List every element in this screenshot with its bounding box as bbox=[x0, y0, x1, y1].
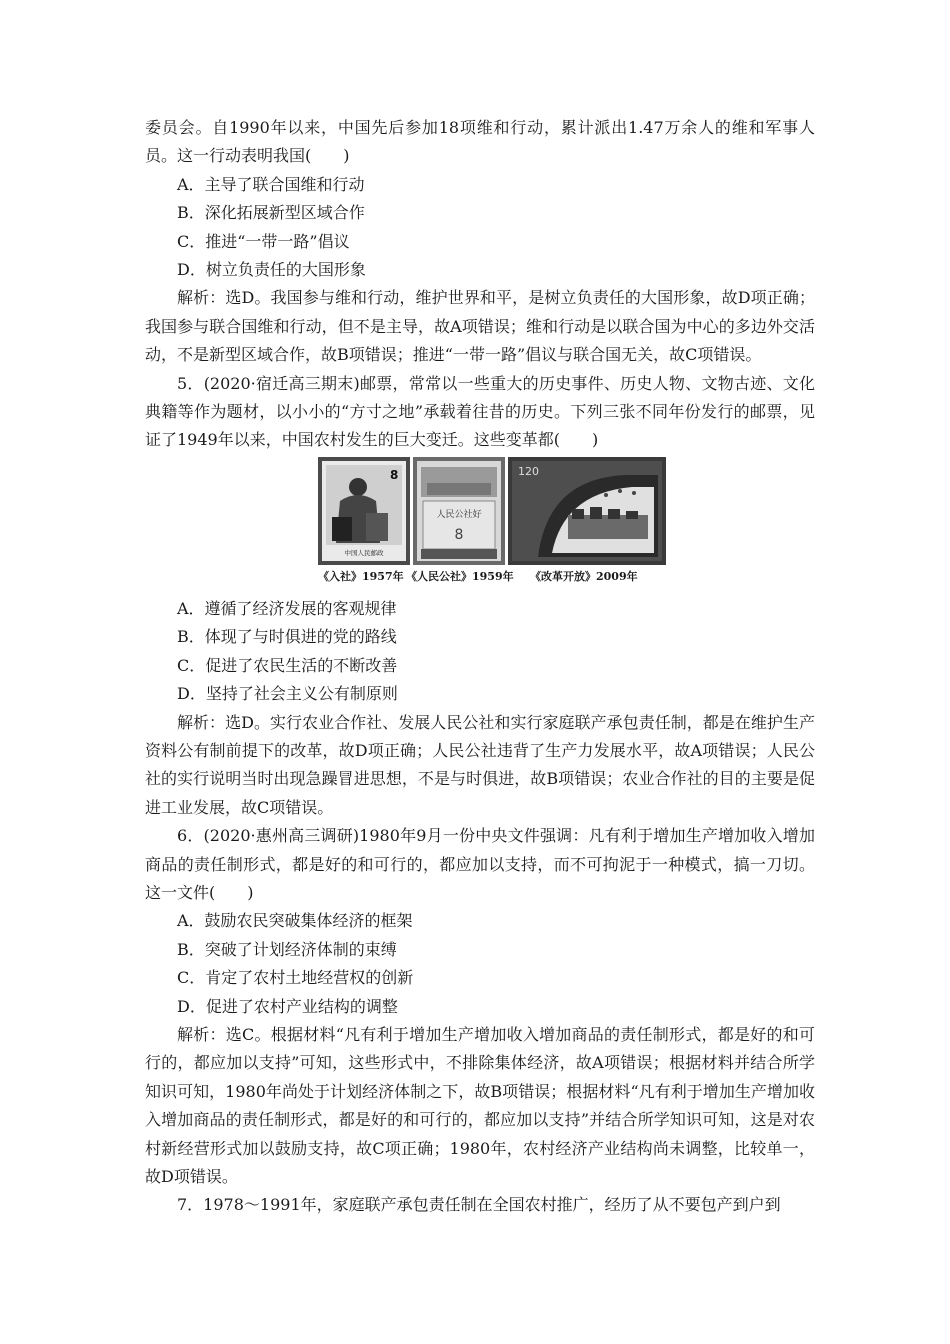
stamp-renmin-gongshe bbox=[413, 457, 505, 565]
q4-analysis: 解析：选D。我国参与维和行动，维护世界和平，是树立负责任的大国形象，故D项正确；我国参与联合国维和行动，但不是主导，故A项错误；维和行动是以联合国为中心的多边外交活动，不是新型区域合作，故B项错误；推进“一带一路”倡议与联合国无关，故C项错误。 bbox=[145, 288, 815, 365]
q4-option-c: C．推进“一带一路”倡议 bbox=[177, 231, 350, 251]
caption-gaige-kaifang: 《改革开放》2009年 bbox=[530, 569, 638, 583]
q6-analysis: 解析：选C。根据材料“凡有利于增加生产增加收入增加商品的责任制形式，都是好的和可行的，都应加以支持”可知，这些形式中，不排除集体经济，故A项错误；根据材料并结合所学知识可知，1980年尚处于计划经济体制之下，故B项错误；根据材料“凡有利于增加生产增加收入增加商品的责任制形式，都是好的和可行的，都应加以支持”并结合所学知识可知，这是对农村新经营形式加以鼓励支持，故C项正确；1980年，农村经济产业结构尚未调整，比较单一，故D项错误。 bbox=[145, 1024, 815, 1186]
question-4-stem-tail: 委员会。自1990年以来，中国先后参加18项维和行动，累计派出1.47万余人的维和军事人员。这一行动表明我国( ) bbox=[145, 118, 815, 166]
q5-option-a: A．遵循了经济发展的客观规律 bbox=[177, 598, 397, 618]
stamp-rushe bbox=[318, 457, 410, 565]
question-6-stem: 6．(2020·惠州高三调研)1980年9月一份中央文件强调：凡有利于增加生产增加收入增加商品的责任制形式，都是好的和可行的，都应加以支持，而不可拘泥于一种模式，搞一刀切。这一文件( ) bbox=[145, 826, 815, 902]
caption-renmin-gongshe: 《人民公社》1959年 bbox=[406, 569, 514, 583]
stamp2-value: 8 bbox=[454, 526, 464, 543]
question-7-stem: 7．1978～1991年，家庭联产承包责任制在全国农村推广，经历了从不要包产到户到 bbox=[177, 1195, 781, 1215]
stamp1-value: 8 bbox=[390, 467, 399, 482]
question-5-stem: 5．(2020·宿迁高三期末)邮票，常常以一些重大的历史事件、历史人物、文物古迹、文化典籍等作为题材，以小小的“方寸之地”承载着往昔的历史。下列三张不同年份发行的邮票，见证了1949年以来，中国农村发生的巨大变迁。这些变革都( ) bbox=[145, 373, 815, 450]
caption-rushe: 《入社》1957年 bbox=[318, 569, 404, 583]
stamp-gaige-kaifang bbox=[508, 457, 666, 565]
page-content bbox=[145, 114, 815, 1220]
stamps-image bbox=[318, 457, 666, 565]
q4-option-a: A．主导了联合国维和行动 bbox=[177, 174, 365, 194]
q6-option-c: C．肯定了农村土地经营权的创新 bbox=[177, 968, 414, 988]
q4-option-b: B．深化拓展新型区域合作 bbox=[177, 203, 365, 223]
q5-option-c: C．促进了农民生活的不断改善 bbox=[177, 655, 398, 675]
stamp1-caption: 中国人民邮政 bbox=[344, 548, 384, 557]
q6-option-b: B．突破了计划经济体制的束缚 bbox=[177, 939, 397, 959]
q5-option-d: D．坚持了社会主义公有制原则 bbox=[177, 684, 398, 704]
q5-option-b: B．体现了与时俱进的党的路线 bbox=[177, 627, 397, 647]
stamp-captions bbox=[318, 568, 666, 586]
q5-analysis: 解析：选D。实行农业合作社、发展人民公社和实行家庭联产承包责任制，都是在维护生产资料公有制前提下的改革，故D项正确；人民公社违背了生产力发展水平，故A项错误；人民公社的实行说明当时出现急躁冒进思想，不是与时俱进，故B项错误；农业合作社的目的主要是促进工业发展，故C项错误。 bbox=[145, 712, 815, 817]
q6-option-d: D．促进了农村产业结构的调整 bbox=[177, 996, 398, 1016]
q6-option-a: A．鼓励农民突破集体经济的框架 bbox=[177, 911, 413, 931]
q4-option-d: D．树立负责任的大国形象 bbox=[177, 260, 366, 280]
stamp2-text: 人民公社好 bbox=[436, 509, 482, 520]
stamps-figure bbox=[145, 455, 815, 591]
stamp3-value: 120 bbox=[518, 464, 539, 478]
